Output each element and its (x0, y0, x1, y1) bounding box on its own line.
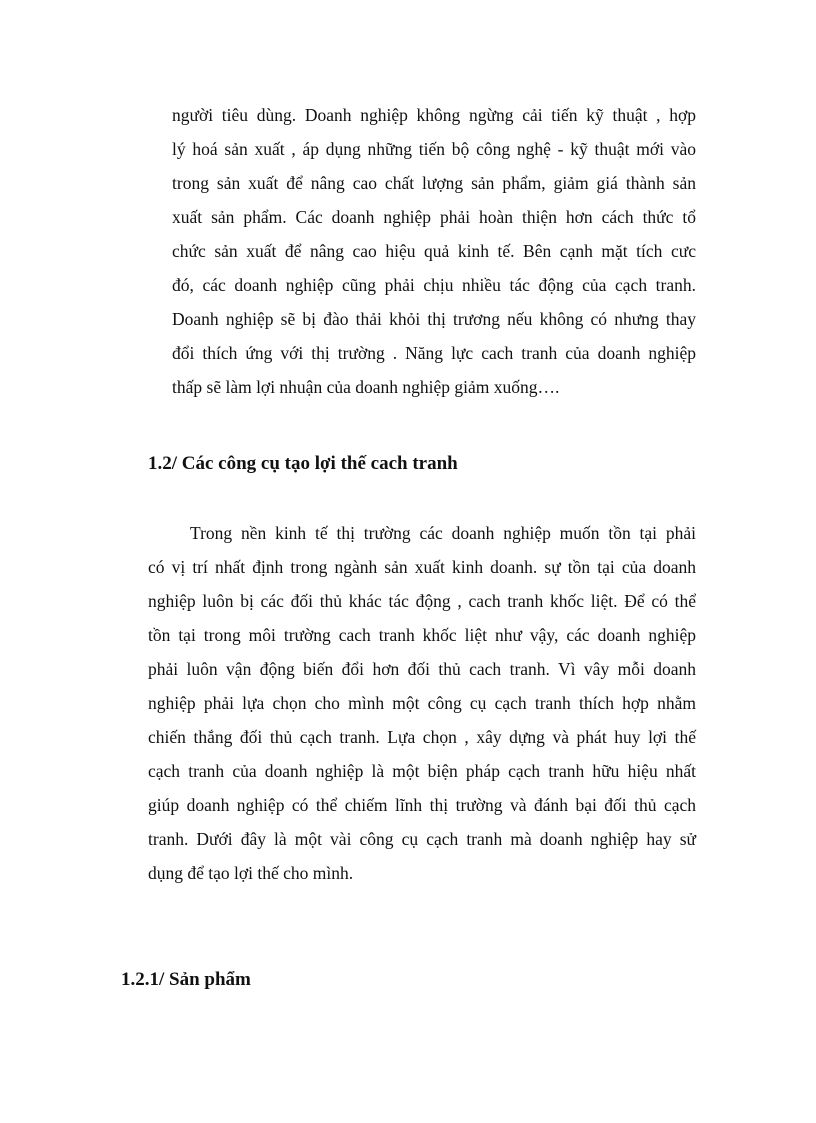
paragraph-line: người tiêu dùng. Doanh nghiệp không ngừng cải tiến kỹ thuật , hợp (172, 105, 696, 125)
section-heading-1-2-1: 1.2.1/ Sản phẩm (121, 969, 251, 990)
paragraph-line: tranh. Dưới đây là một vài công cụ cạch tranh mà doanh nghiệp hay sử (148, 829, 696, 849)
paragraph-line: thấp sẽ làm lợi nhuận của doanh nghiệp giảm xuống…. (172, 377, 560, 397)
paragraph-line: chức sản xuất để nâng cao hiệu quả kinh tế. Bên cạnh mặt tích cưc (172, 241, 696, 261)
paragraph-line: nghiệp phải lựa chọn cho mình một công cụ cạch tranh thích hợp nhằm (148, 693, 696, 713)
paragraph-line: trong sản xuất để nâng cao chất lượng sản phẩm, giảm giá thành sản (172, 173, 696, 193)
paragraph-line: đổi thích ứng với thị trường . Năng lực cach tranh của doanh nghiệp (172, 343, 696, 363)
paragraph-line: có vị trí nhất định trong ngành sản xuất kinh doanh. sự tồn tại của doanh (148, 557, 696, 577)
paragraph-line: nghiệp luôn bị các đối thủ khác tác động , cach tranh khốc liệt. Để có thể (148, 591, 696, 611)
paragraph-line: Trong nền kinh tế thị trường các doanh nghiệp muốn tồn tại phải (190, 523, 696, 543)
paragraph-line: cạch tranh của doanh nghiệp là một biện pháp cạch tranh hữu hiệu nhất (148, 761, 696, 781)
section-heading-1-2: 1.2/ Các công cụ tạo lợi thế cach tranh (148, 453, 458, 474)
paragraph-line: lý hoá sản xuất , áp dụng những tiến bộ công nghệ - kỹ thuật mới vào (172, 139, 696, 159)
paragraph-line: Doanh nghiệp sẽ bị đào thải khỏi thị trương nếu không có nhưng thay (172, 309, 696, 329)
paragraph-line: giúp doanh nghiệp có thể chiếm lĩnh thị trường và đánh bại đối thủ cạch (148, 795, 696, 815)
paragraph-line: tồn tại trong môi trường cach tranh khốc liệt như vậy, các doanh nghiệp (148, 625, 696, 645)
paragraph-line: đó, các doanh nghiệp cũng phải chịu nhiều tác động của cạch tranh. (172, 275, 696, 295)
paragraph-line: chiến thắng đối thủ cạch tranh. Lựa chọn , xây dựng và phát huy lợi thế (148, 727, 696, 747)
paragraph-line: dụng để tạo lợi thế cho mình. (148, 863, 354, 883)
paragraph-line: xuất sản phẩm. Các doanh nghiệp phải hoàn thiện hơn cách thức tổ (172, 207, 696, 227)
paragraph-line: phải luôn vận động biến đổi hơn đối thủ cach tranh. Vì vây mỗi doanh (148, 659, 696, 679)
